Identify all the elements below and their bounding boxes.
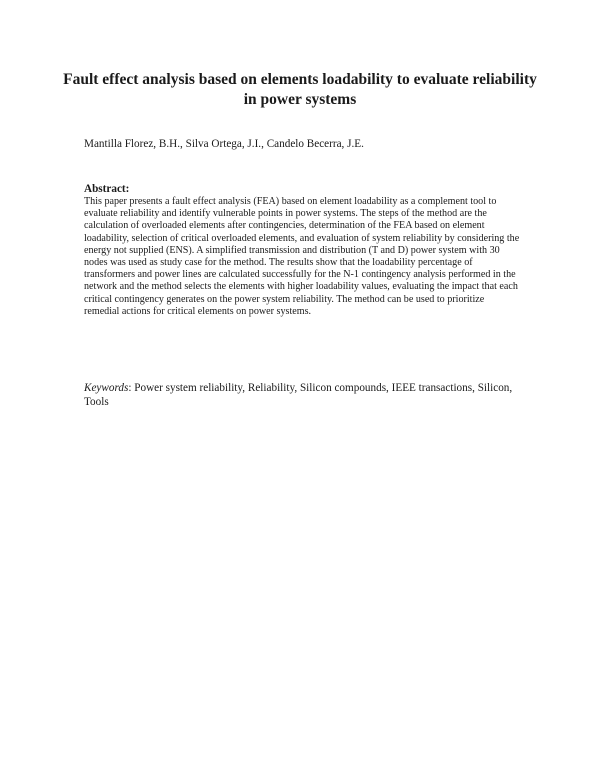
keywords-label: Keywords: [84, 382, 129, 394]
keywords-line: [84, 381, 520, 409]
keywords-list: Power system reliability, Reliability, Silicon compounds, IEEE transactions, Silicon, Tools: [84, 382, 513, 409]
abstract-heading: Abstract:: [84, 183, 130, 195]
author-list: Mantilla Florez, B.H., Silva Ortega, J.I., Candelo Becerra, J.E.: [84, 138, 364, 150]
abstract-body: This paper presents a fault effect analysis (FEA) based on element loadability as a complement tool to evaluate reliability and identify vulnerable points in power systems. The steps of the method are the calculation of overloaded elements after contingencies, determination of the FEA based on element loadability, selection of critical overloaded elements, and evaluation of system reliability by considering the energy not supplied (ENS). A simplified transmission and distribution (T and D) power system with 30 nodes was used as study case for the method. The results show that the loadability percentage of transformers and power lines are calculated successfully for the N-1 contingency analysis performed in the network and the method selects the elements with higher loadability values, evaluating the impact that each critical contingency generates on the power system reliability. The method can be used to prioritize remedial actions for critical elements on power systems.: [84, 196, 520, 317]
paper-title: Fault effect analysis based on elements loadability to evaluate reliability in power systems: [63, 71, 537, 108]
keywords-separator: :: [128, 382, 135, 394]
